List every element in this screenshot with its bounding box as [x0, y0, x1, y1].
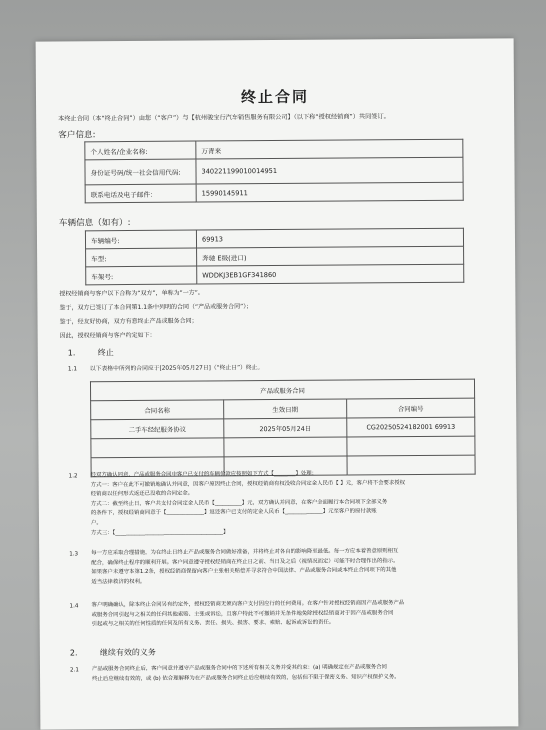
clause-line: 引起或与之相关的任何性质的任何及所有义务、责任、损失、损害、要求、索赔、起诉或诉讼的责任。	[91, 619, 335, 628]
clause-line: 终止后应继续有效的，或 (b) 依合理解释为在产品或服务合同终止后应继续有效的，包括但不限于保密义务、知识产权保护义务。	[92, 673, 400, 682]
vehicle-number-label: 车辆编号:	[85, 230, 196, 249]
customer-name-value: 万青来	[196, 139, 463, 159]
clause-line: 适当法律救济的权利。	[91, 578, 146, 586]
table-cell: 2025年05月24日	[224, 418, 347, 438]
column-header: 生效日期	[224, 399, 347, 419]
table-row	[86, 264, 464, 285]
table-cell: CG20250524182001 69913	[347, 417, 475, 437]
customer-info-heading: 客户信息:	[58, 130, 96, 141]
clause-number: 1.2	[68, 473, 78, 480]
table-row	[85, 182, 463, 203]
intro-paragraph: 本终止合同（本“终止合同”）由您（“客户”）与【杭州骏宝行汽车销售服务有限公司】（以下称“授权经销商”）共同签订。	[58, 113, 390, 123]
clause-line: 经双方确认同意，产品或服务合同中客户已支付的车辆价款应按照如下方式【________】处理：	[90, 470, 318, 479]
vehicle-model-value: 奔驰 E级(进口)	[197, 246, 464, 266]
section-number: 2.	[69, 648, 78, 658]
customer-contact-value: 15990145911	[196, 182, 463, 202]
clause-1-1	[68, 362, 263, 372]
column-header: 合同编号	[347, 398, 475, 418]
table-row	[85, 157, 463, 185]
parties-definition: 授权经销商与客户以下合称为“双方”，单称为“一方”。	[59, 289, 204, 298]
customer-contact-label: 联系电话及电子邮件：	[85, 184, 196, 203]
customer-id-value: 340221199010014951	[196, 157, 463, 184]
recital-1: 鉴于，双方已签订了本合同第1.1条中列明的合同（“产品或服务合同”）；	[59, 303, 253, 312]
section-number: 1.	[67, 348, 76, 358]
clause-line: 经销商以任何形式返还已没收的合同定金。	[90, 490, 194, 498]
vehicle-vin-label: 车架号:	[86, 266, 197, 285]
section-title: 终止	[97, 348, 114, 358]
clause-line: 如果客户未遵守本第1.2条，授权经销商保留向客户主张相关赔偿并寻求符合中国法律、产品或服务合同或本终止合同项下的其他	[91, 567, 397, 576]
clause-1-2	[91, 469, 491, 539]
table-caption: 产品或服务合同	[90, 379, 474, 401]
section-title: 继续有效的义务	[99, 647, 156, 658]
section-1-heading	[68, 347, 114, 358]
section-2-heading	[70, 647, 156, 659]
table-cell: 二手车经纪服务协议	[91, 419, 224, 439]
clause-line: 配合，确保终止程序的顺利开展。客户同意遵守授权经销商在终止日之前、当日及之后（视情况而定）可能不时合理作出的指示。	[91, 557, 399, 566]
clause-line: 方式三：【________________________________________】	[91, 528, 229, 536]
vehicle-vin-value: WDDKJ3EB1GF341860	[197, 264, 464, 284]
clause-line: 方式一：客户在此不可撤销地确认并同意，因客户原因终止合同，授权经销商有权没收合同定金人民币【 】元，客户将不会要求授权	[90, 479, 406, 488]
clause-number: 1.3	[69, 551, 79, 558]
clause-line: 方式二：截至终止日，客户共支付合同定金人民币【__________】元，双方确认并同意，在客户全面履行本合同项下全部义务	[90, 499, 388, 508]
clause-line: 或服务合同引起与之相关的任何其他索赔、主张或诉讼，且客户特此不可撤销并无条件地免除授权经销商对于因产品或服务合同	[91, 609, 394, 618]
recital-2: 鉴于，经友好协商，双方有意终止产品或服务合同；	[59, 317, 198, 326]
recital-3: 因此，授权经销商与客户约定如下：	[59, 331, 156, 340]
clause-1-4	[92, 599, 492, 631]
clause-number: 2.1	[69, 667, 79, 674]
clause-line: 的条件下，授权经销商同意于【______________】返还客户已支付的定金人民币【______________】元至客户的原付款账	[90, 508, 377, 517]
clause-2-1	[92, 663, 492, 685]
customer-name-label: 个人姓名/企业名称:	[85, 141, 196, 160]
service-contract-table	[90, 379, 476, 478]
vehicle-number-value: 69913	[196, 228, 463, 248]
clause-number: 1.4	[69, 603, 79, 610]
clause-line: 每一方应采取合理措施，为在终止日终止产品或服务合同做好准备，并将终止对各自的影响降至最低。每一方应本着善意原则相互	[91, 548, 399, 557]
customer-info-table	[84, 139, 463, 204]
clause-text: 以下表格中所列的合同应于[2025年05月27日]（“终止日”）终止。	[89, 365, 264, 373]
vehicle-info-table	[85, 228, 464, 286]
customer-id-label: 身份证号码/统一社会信用代码:	[85, 159, 196, 185]
vehicle-model-label: 车型:	[86, 248, 197, 267]
document-title: 终止合同	[240, 87, 310, 107]
clause-number: 1.1	[67, 366, 78, 373]
contract-page	[36, 38, 519, 729]
clause-line: 户。	[90, 520, 102, 527]
clause-line: 产品或服务合同终止后，客户同意并遵守产品或服务合同中的下述所有相关义务并受其约束：(a) 明确规定在产品或服务合同	[91, 664, 387, 673]
column-header: 合同名称	[91, 400, 224, 420]
vehicle-info-heading: 车辆信息（如有）:	[58, 218, 131, 229]
clause-1-3	[91, 547, 491, 588]
clause-line: 客户明确确认，除本终止合同另有约定外，授权经销商无须向客户支付因应行的任何费用。在客户针对授权经销商因产品或服务产品	[91, 600, 405, 609]
